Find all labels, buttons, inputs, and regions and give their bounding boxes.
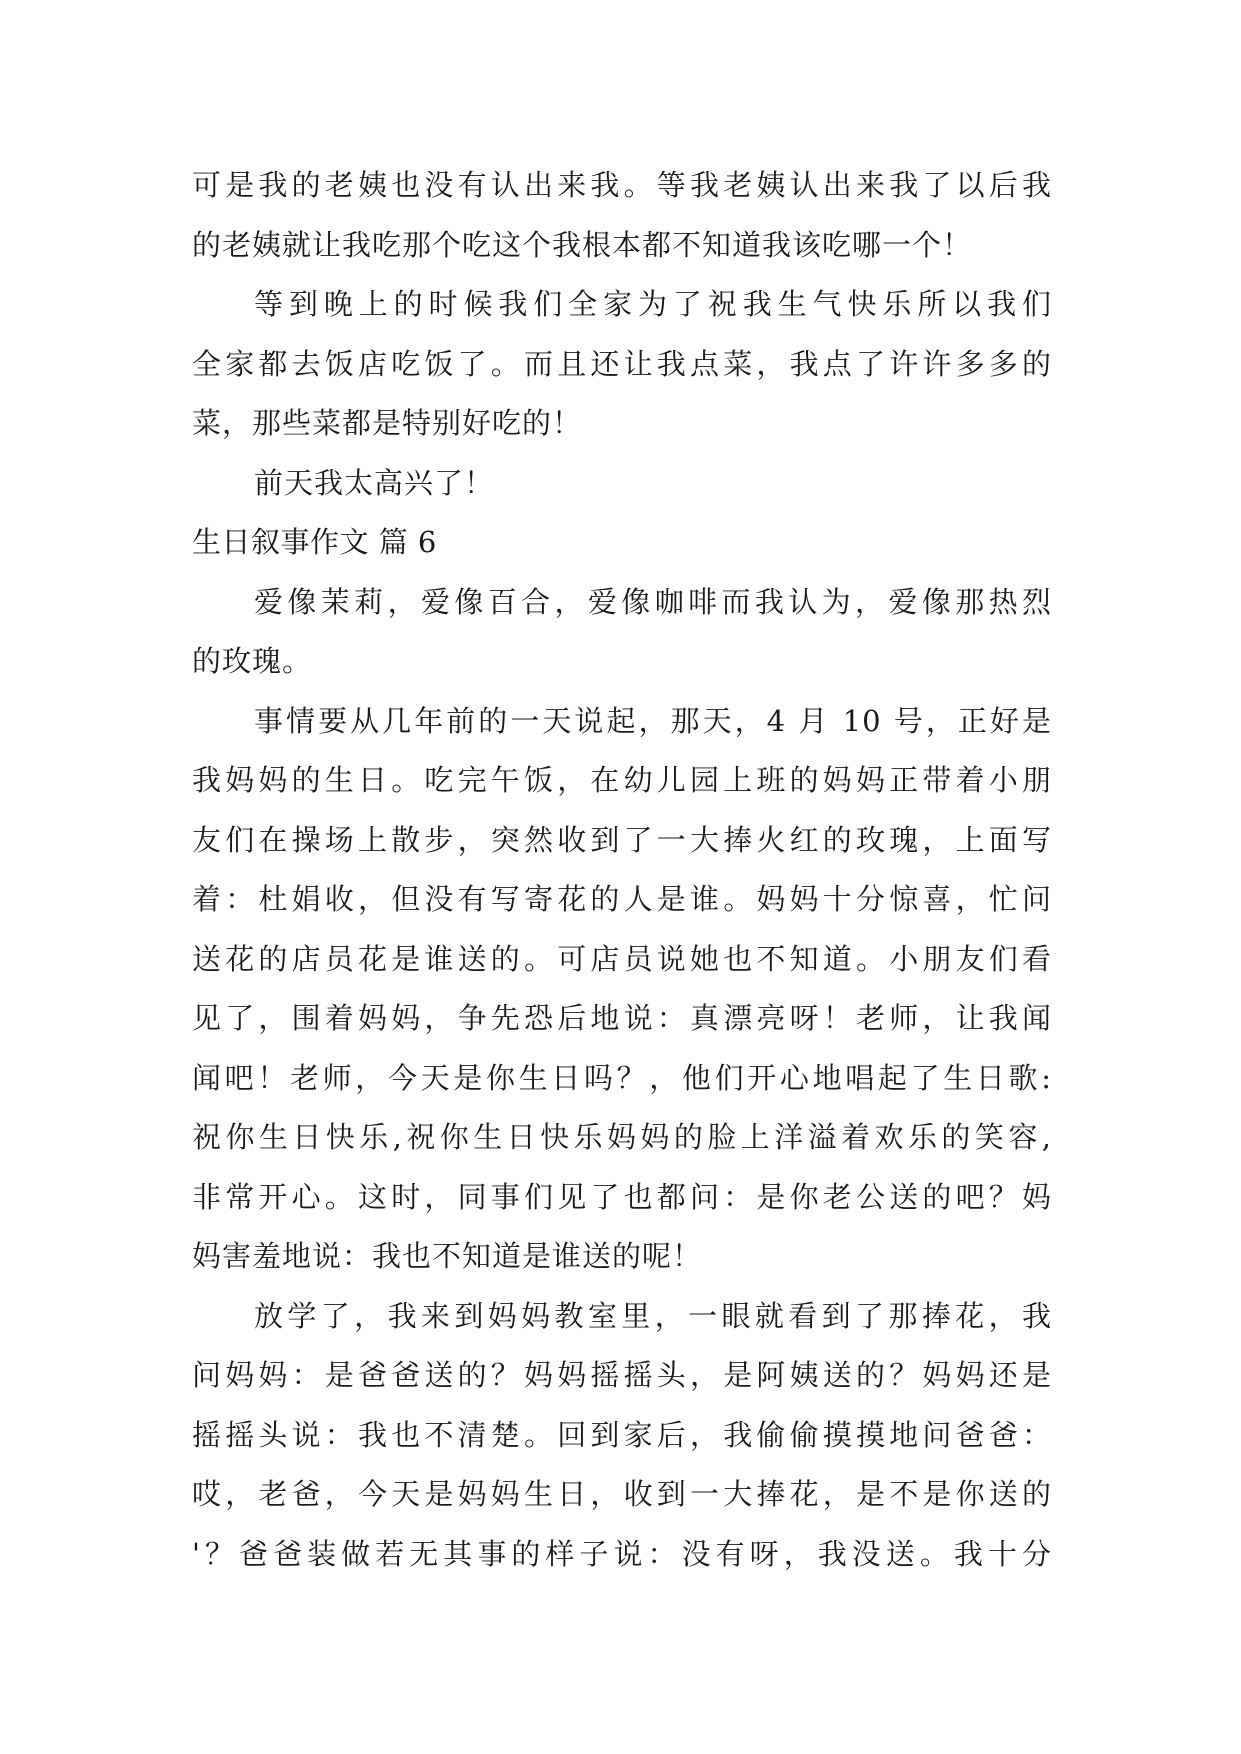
text-line: 送花的店员花是谁送的。可店员说她也不知道。小朋友们看	[192, 941, 1052, 976]
section-heading: 生日叙事作文 篇 6	[192, 525, 437, 559]
text-line: 我妈妈的生日。吃完午饭，在幼儿园上班的妈妈正带着小朋	[192, 763, 1052, 797]
text-line: 事情要从几年前的一天说起，那天，4 月 10 号，正好是	[254, 703, 1052, 738]
text-line: 见了，围着妈妈，争先恐后地说：真漂亮呀！老师，让我闻	[192, 1001, 1052, 1035]
text-line: 前天我太高兴了！	[254, 465, 495, 500]
text-line: 非常开心。这时，同事们见了也都问：是你老公送的吧？妈	[192, 1179, 1052, 1214]
text-line: 摇摇头说：我也不清楚。回到家后，我偷偷摸摸地问爸爸：	[192, 1417, 1052, 1452]
text-line: 爱像茉莉，爱像百合，爱像咖啡而我认为，爱像那热烈	[254, 584, 1052, 619]
text-line: 闻吧！老师，今天是你生日吗？，他们开心地唱起了生日歌:	[192, 1060, 1052, 1095]
text-line: 放学了，我来到妈妈教室里，一眼就看到了那捧花，我	[254, 1298, 1052, 1333]
text-line: 哎，老爸，今天是妈妈生日，收到一大捧花，是不是你送的	[192, 1477, 1052, 1511]
text-line: 祝你生日快乐,祝你生日快乐妈妈的脸上洋溢着欢乐的笑容,	[192, 1120, 1052, 1154]
text-line: 妈害羞地说：我也不知道是谁送的呢！	[192, 1239, 703, 1273]
text-line: 问妈妈：是爸爸送的？妈妈摇摇头，是阿姨送的？妈妈还是	[192, 1358, 1052, 1392]
document-body	[192, 156, 1052, 1584]
text-line: 全家都去饭店吃饭了。而且还让我点菜，我点了许许多多的	[192, 346, 1052, 381]
text-line: 可是我的老姨也没有认出来我。等我老姨认出来我了以后我	[192, 168, 1052, 202]
text-line: 的玫瑰。	[192, 644, 313, 678]
text-line: 的老姨就让我吃那个吃这个我根本都不知道我该吃哪一个！	[192, 227, 973, 262]
text-line: 着：杜娟收，但没有写寄花的人是谁。妈妈十分惊喜，忙问	[192, 882, 1052, 916]
text-line: 菜，那些菜都是特别好吃的！	[192, 406, 583, 440]
text-line: '？爸爸装做若无其事的样子说：没有呀，我没送。我十分	[192, 1536, 1052, 1571]
text-line: 等到晚上的时候我们全家为了祝我生气快乐所以我们	[254, 287, 1052, 321]
text-line: 友们在操场上散步，突然收到了一大捧火红的玫瑰，上面写	[192, 822, 1052, 857]
